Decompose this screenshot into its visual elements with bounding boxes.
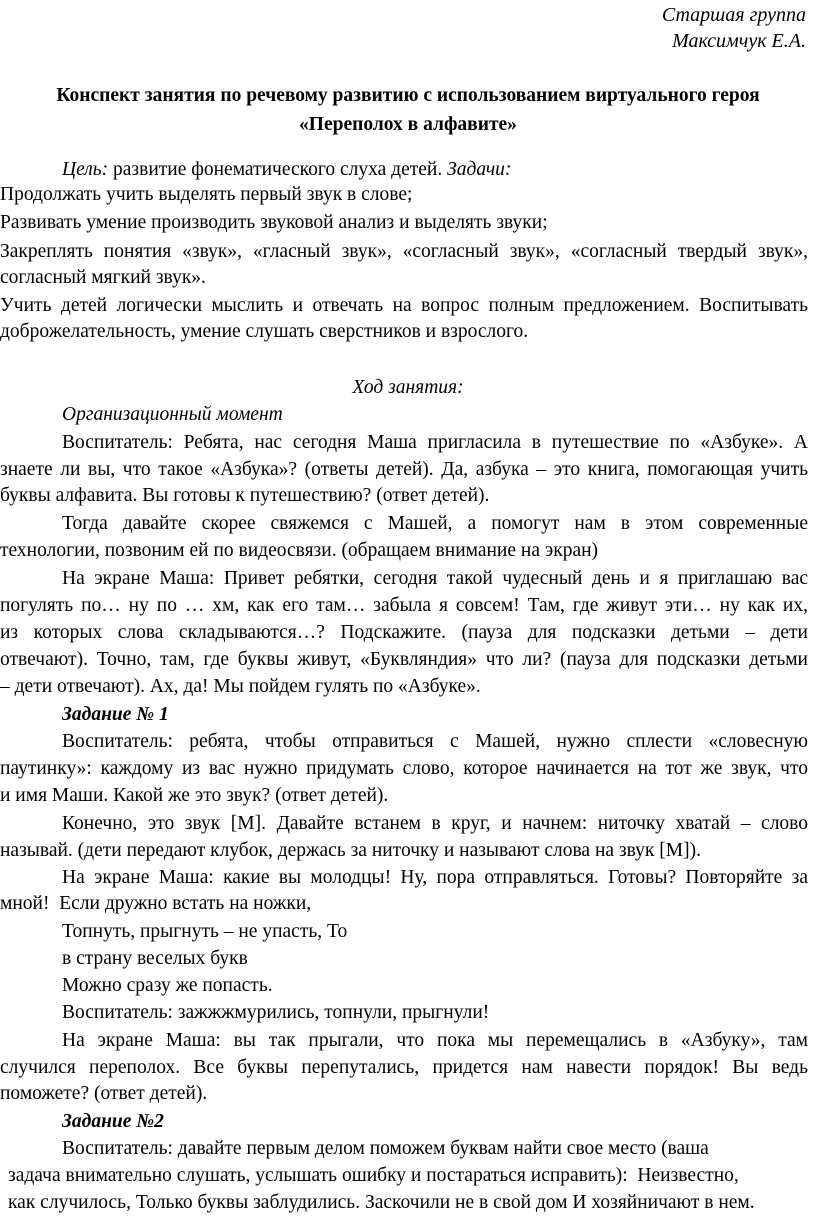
task1-line: Воспитатель: зажжжмурились, топнули, прыгнули! (62, 1002, 490, 1023)
task-item: Развивать умение производить звуковой анализ и выделять звуки; (0, 212, 548, 233)
goal-text: развитие фонематического слуха детей. (108, 159, 448, 180)
task-item: Закреплять понятия «звук», «гласный звук», «согласный звук», «согласный твердый звук», (0, 241, 808, 262)
task1-line: мной! Если дружно встать на ножки, (0, 893, 312, 914)
body-line: буквы алфавита. Вы готовы к путешествию? (ответ детей). (0, 485, 490, 506)
poem-line: Можно сразу же попасть. (62, 975, 273, 996)
task2-heading: Задание №2 (62, 1111, 164, 1132)
header-group: Старшая группа (661, 4, 806, 26)
task1-heading: Задание № 1 (62, 704, 169, 725)
document-title-line-1: Конспект занятия по речевому развитию с использованием виртуального героя (56, 85, 760, 106)
course-heading: Ход занятия: (352, 377, 464, 398)
task2-line: задача внимательно слушать, услышать ошибку и постараться исправить): Неизвестно, (8, 1165, 739, 1186)
task1-line: Воспитатель: ребята, чтобы отправиться с Машей, нужно сплести «словесную (62, 731, 808, 752)
body-line: Тогда давайте скорее свяжемся с Машей, а помогут нам в этом современные (62, 513, 808, 534)
document-title-line-2: «Переполох в алфавите» (299, 114, 517, 135)
task1-line: называй. (дети передают клубок, держась за ниточку и называют слова на звук [М]). (0, 840, 701, 861)
task-item: согласный мягкий звук». (0, 267, 206, 288)
task2-line: как случилось, Только буквы заблудились. Заскочили не в свой дом И хозяйничают в нем. (8, 1192, 755, 1213)
task1-line: поможете? (ответ детей). (0, 1083, 208, 1104)
goal-label: Цель: (62, 159, 109, 180)
body-line: отвечают). Точно, там, где буквы живут, «Буквляндия» что ли? (пауза для подсказки детьми (0, 649, 808, 670)
task1-line: паутинку»: каждому из вас нужно придумать слово, которое начинается на тот же звук, что (0, 758, 808, 779)
org-moment-heading: Организационный момент (62, 404, 283, 425)
tasks-label: Задачи: (447, 159, 512, 180)
task2-line: Воспитатель: давайте первым делом поможем буквам найти свое место (ваша (62, 1138, 709, 1159)
task-item: доброжелательность, умение слушать сверстников и взрослого. (0, 321, 529, 342)
body-line: – дети отвечают). Ах, да! Мы пойдем гулять по «Азбуке». (0, 676, 481, 697)
body-line: из которых слова складываются…? Подскажите. (пауза для подсказки детьми – дети (0, 622, 808, 643)
task1-line: случился переполох. Все буквы перепутались, придется нам навести порядок! Вы ведь (0, 1057, 808, 1078)
task-item: Продолжать учить выделять первый звук в слове; (0, 184, 413, 205)
task-item: Учить детей логически мыслить и отвечать на вопрос полным предложением. Воспитывать (0, 295, 808, 316)
header-author: Максимчук Е.А. (672, 30, 806, 52)
poem-line: Топнуть, прыгнуть – не упасть, То (62, 921, 348, 942)
body-line: технологии, позвоним ей по видеосвязи. (обращаем внимание на экран) (0, 540, 599, 561)
task1-line: и имя Маши. Какой же это звук? (ответ детей). (0, 785, 389, 806)
task1-line: Конечно, это звук [М]. Давайте встанем в круг, и начнем: ниточку хватай – слово (62, 813, 808, 834)
poem-line: в страну веселых букв (62, 948, 248, 969)
goal-line (62, 160, 511, 180)
body-line: На экране Маша: Привет ребятки, сегодня такой чудесный день и я приглашаю вас (62, 568, 808, 589)
body-line: Воспитатель: Ребята, нас сегодня Маша пригласила в путешествие по «Азбуке». А (62, 432, 808, 453)
body-line: погулять по… ну по … хм, как его там… забыла я совсем! Там, где живут эти… ну как их, (0, 595, 808, 616)
body-line: знаете ли вы, что такое «Азбука»? (ответы детей). Да, азбука – это книга, помогающая учить (0, 459, 808, 480)
task1-line: На экране Маша: вы так прыгали, что пока мы перемещались в «Азбуку», там (62, 1030, 808, 1051)
task1-line: На экране Маша: какие вы молодцы! Ну, пора отправляться. Готовы? Повторяйте за (62, 867, 808, 888)
